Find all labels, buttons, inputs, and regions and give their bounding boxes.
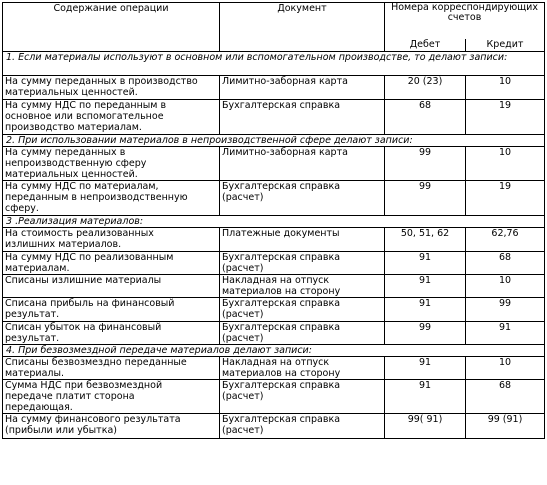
document-cell: Лимитно-заборная карта	[220, 147, 385, 181]
accounts-header: Номера корреспондирующих счетов	[385, 3, 545, 39]
debit-cell: 50, 51, 62	[385, 228, 466, 252]
debit-cell: 99	[385, 181, 466, 216]
document-cell: Накладная на отпуск материалов на сторону	[220, 357, 385, 380]
table-row	[3, 275, 545, 298]
document-cell: Бухгалтерская справка (расчет)	[220, 252, 385, 275]
section-title: 3 .Реализация материалов:	[3, 216, 545, 228]
debit-cell: 20 (23)	[385, 76, 466, 100]
debit-cell: 91	[385, 252, 466, 275]
operation-cell: Списаны безвозмездно переданные материалы.	[3, 357, 220, 380]
document-cell: Бухгалтерская справка	[220, 100, 385, 135]
section-title: 4. При безвозмездной передаче материалов делают записи:	[3, 345, 545, 357]
operation-cell: На сумму НДС по реализованным материалам.	[3, 252, 220, 275]
credit-cell: 91	[466, 322, 545, 345]
debit-header: Дебет	[385, 39, 466, 52]
credit-header: Кредит	[466, 39, 545, 52]
document-cell: Бухгалтерская справка (расчет)	[220, 414, 385, 439]
debit-cell: 68	[385, 100, 466, 135]
credit-cell: 99	[466, 298, 545, 322]
operation-cell: На стоимость реализованных излишних материалов.	[3, 228, 220, 252]
operation-cell: Списана прибыль на финансовый результат.	[3, 298, 220, 322]
header-row	[3, 3, 545, 39]
debit-cell: 91	[385, 380, 466, 414]
operation-header: Содержание операции	[3, 3, 220, 52]
operation-cell: Списан убыток на финансовый результат.	[3, 322, 220, 345]
document-cell: Платежные документы	[220, 228, 385, 252]
operation-cell: Списаны излишние материалы	[3, 275, 220, 298]
operation-cell: На сумму переданных в производство материальных ценностей.	[3, 76, 220, 100]
section-title-row	[3, 345, 545, 357]
table-row	[3, 228, 545, 252]
table-row	[3, 252, 545, 275]
section-title-row	[3, 135, 545, 147]
section-title-row	[3, 52, 545, 76]
credit-cell: 19	[466, 100, 545, 135]
section-title: 2. При использовании материалов в непроизводственной сфере делают записи:	[3, 135, 545, 147]
table-row	[3, 357, 545, 380]
operation-cell: На сумму НДС по материалам, переданным в непроизводственную сферу.	[3, 181, 220, 216]
table-row	[3, 414, 545, 439]
table-row	[3, 298, 545, 322]
document-cell: Лимитно-заборная карта	[220, 76, 385, 100]
table-row	[3, 147, 545, 181]
document-cell: Бухгалтерская справка (расчет)	[220, 298, 385, 322]
credit-cell: 68	[466, 252, 545, 275]
section-title: 1. Если материалы используют в основном или вспомогательном производстве, то делают записи:	[3, 52, 545, 76]
debit-cell: 91	[385, 275, 466, 298]
table-row	[3, 181, 545, 216]
debit-cell: 99	[385, 147, 466, 181]
operation-cell: На сумму финансового результата (прибыли или убытка)	[3, 414, 220, 439]
credit-cell: 10	[466, 76, 545, 100]
document-cell: Бухгалтерская справка (расчет)	[220, 322, 385, 345]
credit-cell: 68	[466, 380, 545, 414]
document-cell: Бухгалтерская справка (расчет)	[220, 181, 385, 216]
credit-cell: 62,76	[466, 228, 545, 252]
credit-cell: 99 (91)	[466, 414, 545, 439]
operation-cell: На сумму переданных в непроизводственную сферу материальных ценностей.	[3, 147, 220, 181]
debit-cell: 91	[385, 298, 466, 322]
table-row	[3, 322, 545, 345]
debit-cell: 99	[385, 322, 466, 345]
table-row	[3, 100, 545, 135]
credit-cell: 10	[466, 357, 545, 380]
accounting-entries-table	[2, 2, 545, 439]
document-header: Документ	[220, 3, 385, 52]
table-row	[3, 76, 545, 100]
document-cell: Накладная на отпуск материалов на сторону	[220, 275, 385, 298]
debit-cell: 91	[385, 357, 466, 380]
table-row	[3, 380, 545, 414]
section-title-row	[3, 216, 545, 228]
operation-cell: Сумма НДС при безвозмездной передаче платит сторона передающая.	[3, 380, 220, 414]
operation-cell: На сумму НДС по переданным в основное или вспомогательное производство материалам.	[3, 100, 220, 135]
document-cell: Бухгалтерская справка (расчет)	[220, 380, 385, 414]
credit-cell: 19	[466, 181, 545, 216]
credit-cell: 10	[466, 147, 545, 181]
debit-cell: 99( 91)	[385, 414, 466, 439]
credit-cell: 10	[466, 275, 545, 298]
